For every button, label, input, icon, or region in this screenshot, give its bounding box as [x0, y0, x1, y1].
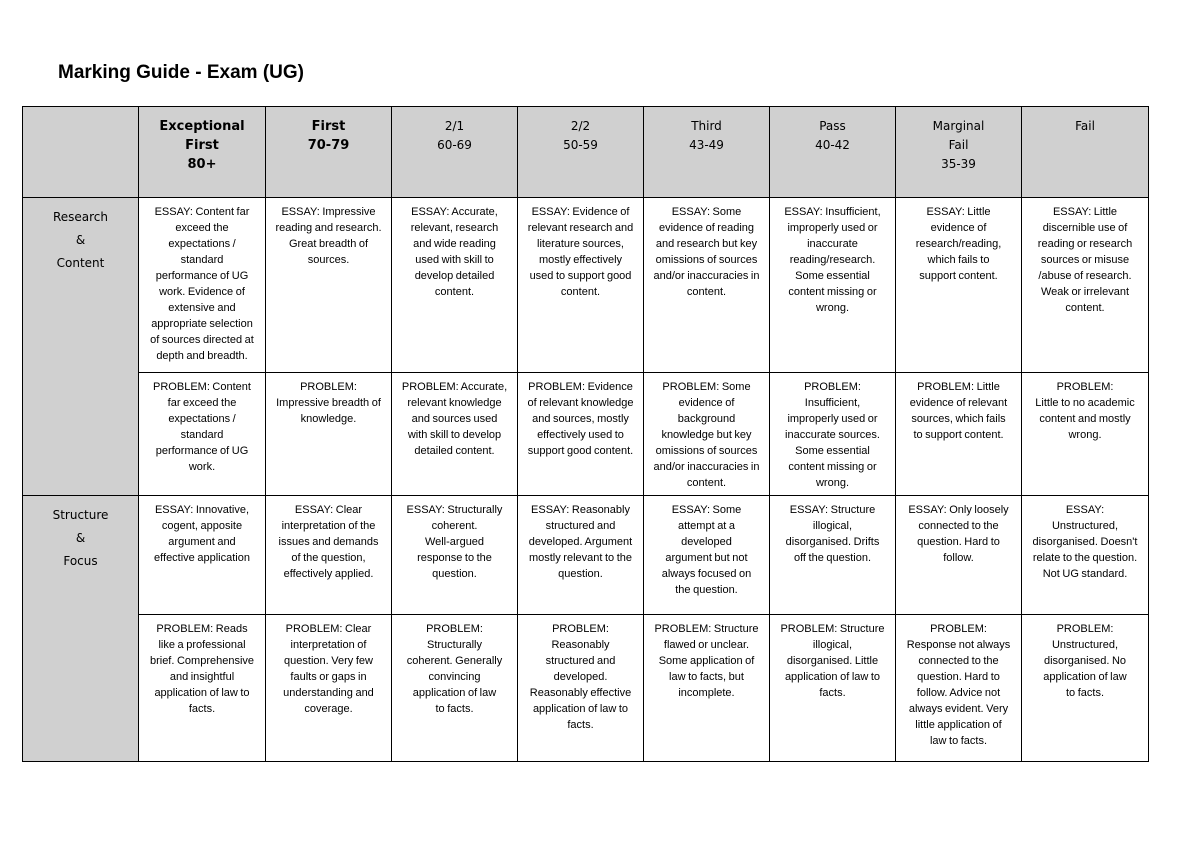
criteria-cell: PROBLEM: Little to no academic content and mostly wrong. — [1022, 373, 1149, 496]
page-title: Marking Guide - Exam (UG) — [58, 62, 304, 83]
grade-header-2-2: 2/2 50-59 — [518, 107, 644, 198]
criteria-cell: ESSAY: Structurally coherent. Well-argued response to the question. — [392, 496, 518, 615]
criteria-cell: ESSAY: Some attempt at a developed argument but not always focused on the question. — [644, 496, 770, 615]
criteria-cell: PROBLEM: Structure illogical, disorganised. Little application of law to facts. — [770, 615, 896, 762]
criteria-cell: ESSAY: Little discernible use of reading or research sources or misuse /abuse of research. Weak or irrelevant content. — [1022, 198, 1149, 373]
grade-header-pass: Pass 40-42 — [770, 107, 896, 198]
criteria-cell: ESSAY: Content far exceed the expectations / standard performance of UG work. Evidence of extensive and appropriate selection of sources directed at depth and breadth. — [139, 198, 266, 373]
criteria-cell: PROBLEM: Unstructured, disorganised. No application of law to facts. — [1022, 615, 1149, 762]
criteria-cell: PROBLEM: Structurally coherent. Generally convincing application of law to facts. — [392, 615, 518, 762]
structure-essay-row — [23, 496, 1149, 615]
criteria-cell: ESSAY: Innovative, cogent, apposite argument and effective application — [139, 496, 266, 615]
criteria-cell: ESSAY: Some evidence of reading and research but key omissions of sources and/or inaccuracies in content. — [644, 198, 770, 373]
research-problem-row — [23, 373, 1149, 496]
grade-header-exceptional-first: Exceptional First 80+ — [139, 107, 266, 198]
criteria-cell: PROBLEM: Structure flawed or unclear. Some application of law to facts, but incomplete. — [644, 615, 770, 762]
criteria-cell: PROBLEM: Content far exceed the expectations / standard performance of UG work. — [139, 373, 266, 496]
criteria-cell: ESSAY: Little evidence of research/reading, which fails to support content. — [896, 198, 1022, 373]
section-label-structure-focus: Structure & Focus — [23, 496, 139, 762]
criteria-cell: PROBLEM: Reads like a professional brief. Comprehensive and insightful application of law to facts. — [139, 615, 266, 762]
criteria-cell: ESSAY: Accurate, relevant, research and wide reading used with skill to develop detailed content. — [392, 198, 518, 373]
grade-header-fail: Fail — [1022, 107, 1149, 198]
criteria-cell: PROBLEM: Little evidence of relevant sources, which fails to support content. — [896, 373, 1022, 496]
criteria-cell: PROBLEM: Clear interpretation of question. Very few faults or gaps in understanding and coverage. — [266, 615, 392, 762]
grade-header-2-1: 2/1 60-69 — [392, 107, 518, 198]
criteria-cell: ESSAY: Unstructured, disorganised. Doesn't relate to the question. Not UG standard. — [1022, 496, 1149, 615]
criteria-cell: PROBLEM: Impressive breadth of knowledge. — [266, 373, 392, 496]
criteria-cell: ESSAY: Clear interpretation of the issues and demands of the question, effectively applied. — [266, 496, 392, 615]
criteria-cell: PROBLEM: Response not always connected to the question. Hard to follow. Advice not always evident. Very little application of law to facts. — [896, 615, 1022, 762]
grade-header-marginal-fail: Marginal Fail 35-39 — [896, 107, 1022, 198]
criteria-cell: PROBLEM: Accurate, relevant knowledge and sources used with skill to develop detailed content. — [392, 373, 518, 496]
criteria-cell: ESSAY: Reasonably structured and developed. Argument mostly relevant to the question. — [518, 496, 644, 615]
criteria-cell: ESSAY: Evidence of relevant research and literature sources, mostly effectively used to support good content. — [518, 198, 644, 373]
criteria-cell: ESSAY: Insufficient, improperly used or inaccurate reading/research. Some essential content missing or wrong. — [770, 198, 896, 373]
criteria-cell: ESSAY: Structure illogical, disorganised. Drifts off the question. — [770, 496, 896, 615]
criteria-cell: PROBLEM: Reasonably structured and developed. Reasonably effective application of law to facts. — [518, 615, 644, 762]
section-label-research-content: Research & Content — [23, 198, 139, 496]
criteria-cell: ESSAY: Impressive reading and research. Great breadth of sources. — [266, 198, 392, 373]
header-row — [23, 107, 1149, 198]
marking-rubric-table — [22, 106, 1149, 762]
criteria-cell: PROBLEM: Insufficient, improperly used or inaccurate sources. Some essential content missing or wrong. — [770, 373, 896, 496]
criteria-cell: PROBLEM: Some evidence of background knowledge but key omissions of sources and/or inaccuracies in content. — [644, 373, 770, 496]
research-essay-row — [23, 198, 1149, 373]
criteria-cell: ESSAY: Only loosely connected to the question. Hard to follow. — [896, 496, 1022, 615]
grade-header-third: Third 43-49 — [644, 107, 770, 198]
structure-problem-row — [23, 615, 1149, 762]
criteria-cell: PROBLEM: Evidence of relevant knowledge and sources, mostly effectively used to support good content. — [518, 373, 644, 496]
grade-header-first: First 70-79 — [266, 107, 392, 198]
corner-cell — [23, 107, 139, 198]
